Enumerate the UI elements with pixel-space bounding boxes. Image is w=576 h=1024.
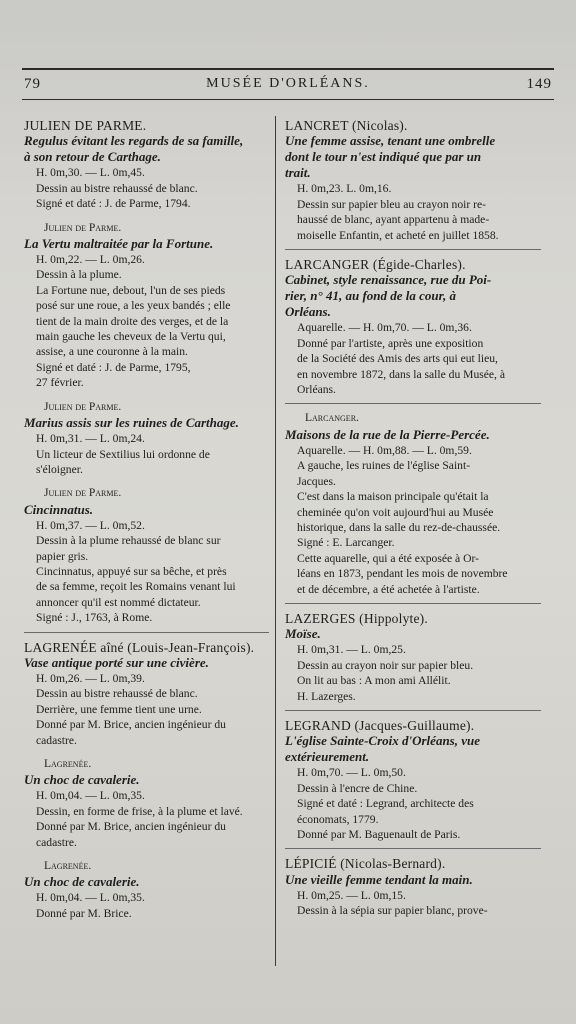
description-line: Jacques. (297, 474, 336, 488)
description-line: Cette aquarelle, qui a été exposée à Or- (297, 551, 479, 565)
description-line: H. Lazerges. (297, 689, 356, 703)
artist-heading: LAGRENÉE aîné (Louis-Jean-François). (24, 639, 255, 655)
signature-line: Signé et daté : J. de Parme, 1794. (36, 197, 191, 211)
description-line: Dessin au crayon noir sur papier bleu. (297, 658, 474, 672)
artwork-title: Cabinet, style renaissance, rue du Poi- (285, 272, 492, 288)
description-line: A gauche, les ruines de l'église Saint- (297, 459, 471, 473)
description-line: C'est dans la maison principale qu'était la (297, 490, 489, 504)
artwork-title: Un choc de cavalerie. (24, 874, 140, 890)
description-line: Donné par M. Brice, ancien ingénieur du (36, 820, 226, 834)
entry-separator (285, 603, 541, 604)
description-line: On lit au bas : A mon ami Allélit. (297, 674, 451, 688)
description-line: tient de la main droite des verges, et de la (36, 314, 229, 328)
description-line: Dessin au bistre rehaussé de blanc. (36, 687, 198, 701)
catalogue-entry (24, 486, 269, 625)
page-number-left: 79 (24, 76, 41, 92)
artwork-title: Vase antique porté sur une civière. (24, 654, 209, 670)
description-line: s'éloigner. (36, 462, 83, 476)
catalogue-entry (24, 400, 269, 478)
signature-line: Signé : J., 1763, à Rome. (36, 611, 153, 625)
dimensions: H. 0m,31. — L. 0m,24. (36, 432, 145, 446)
description-line: en novembre 1872, dans la salle du Musée, à (297, 367, 505, 381)
artwork-title: Une femme assise, tenant une ombrelle (285, 133, 496, 149)
header-rule-bottom (22, 99, 554, 100)
artwork-title: Une vieille femme tendant la main. (285, 871, 473, 887)
dimensions: H. 0m,23. L. 0m,16. (297, 182, 392, 196)
description-line: cheminée qu'on voit aujourd'hui au Musée (297, 505, 494, 519)
artwork-title: La Vertu maltraitée par la Fortune. (24, 236, 214, 252)
catalogue-entry (24, 118, 269, 212)
description-line: Cincinnatus, appuyé sur sa bêche, et près (36, 564, 227, 578)
description-line: cadastre. (36, 733, 77, 747)
artwork-title: trait. (285, 165, 311, 181)
description-line: de sa femme, reçoit les Romains venant lui (36, 580, 236, 594)
description-line: Un licteur de Sextilius lui ordonne de (36, 447, 210, 461)
description-line: de la Société des Amis des arts qui eut lieu, (297, 352, 498, 366)
description-line: Dessin au bistre rehaussé de blanc. (36, 181, 198, 195)
dimensions: Aquarelle. — H. 0m,88. — L. 0m,59. (297, 443, 472, 457)
artist-subheading: Larcanger. (305, 412, 359, 425)
entry-gap (24, 391, 269, 400)
artwork-title: rier, n° 41, au fond de la cour, à (285, 288, 456, 304)
description-line: assise, a une couronne à la main. (36, 345, 188, 359)
catalogue-entry (285, 118, 541, 243)
artist-subheading: Julien de Parme. (44, 400, 122, 413)
catalogue-entry (285, 257, 541, 397)
artist-subheading: Lagrenée. (44, 860, 92, 873)
dimensions: H. 0m,25. — L. 0m,15. (297, 888, 406, 902)
artist-heading: LARCANGER (Égide-Charles). (285, 257, 466, 273)
artwork-title: extérieurement. (285, 749, 370, 765)
description-line: Derrière, une femme tient une urne. (36, 702, 202, 716)
dimensions: H. 0m,37. — L. 0m,52. (36, 518, 145, 532)
entry-separator (285, 249, 541, 250)
dimensions: H. 0m,30. — L. 0m,45. (36, 166, 145, 180)
description-line: La Fortune nue, debout, l'un de ses pieds (36, 283, 226, 297)
dimensions: H. 0m,04. — L. 0m,35. (36, 789, 145, 803)
description-line: Orléans. (297, 383, 336, 397)
description-line: moiselle Enfantin, et acheté en juillet 1858. (297, 228, 499, 242)
dimensions: H. 0m,26. — L. 0m,39. (36, 671, 145, 685)
entry-gap (24, 850, 269, 859)
description-line: annoncer qu'il est nommé dictateur. (36, 595, 201, 609)
artist-heading: LÉPICIÉ (Nicolas-Bernard). (285, 856, 446, 872)
signature-line: Signé et daté : Legrand, architecte des (297, 797, 474, 811)
artist-heading: JULIEN DE PARME. (24, 118, 147, 133)
catalogue-entry (24, 757, 269, 850)
artist-heading: LEGRAND (Jacques-Guillaume). (285, 717, 475, 733)
right-column (285, 118, 541, 919)
description-line: haussé de blanc, ayant appartenu à made- (297, 213, 490, 227)
description-line: papier gris. (36, 549, 89, 563)
catalogue-entry (24, 640, 269, 748)
entry-separator (285, 710, 541, 711)
artwork-title: L'église Sainte-Croix d'Orléans, vue (285, 733, 480, 749)
entry-separator (285, 403, 541, 404)
entry-gap (24, 477, 269, 486)
description-line: Donné par M. Brice. (36, 906, 132, 920)
catalogue-entry (24, 221, 269, 391)
artwork-title: Maisons de la rue de la Pierre-Percée. (285, 426, 490, 442)
description-line: Donné par l'artiste, après une exposition (297, 336, 484, 350)
description-line: cadastre. (36, 835, 77, 849)
signature-line: Signé : E. Larcanger. (297, 536, 395, 550)
description-line: Dessin à la plume. (36, 268, 122, 282)
running-title: MUSÉE D'ORLÉANS. (206, 76, 370, 91)
artwork-title: Orléans. (285, 304, 331, 320)
dimensions: H. 0m,70. — L. 0m,50. (297, 766, 406, 780)
description-line: Donné par M. Brice, ancien ingénieur du (36, 718, 226, 732)
signature-line: 27 février. (36, 376, 84, 390)
signature-line: Signé et daté : J. de Parme, 1795, (36, 360, 191, 374)
artist-subheading: Lagrenée. (44, 758, 92, 770)
description-line: léans en 1873, pendant les mois de novembre (297, 567, 508, 581)
description-line: historique, dans la salle du rez-de-chaussée. (297, 520, 501, 534)
artist-subheading: Julien de Parme. (44, 221, 122, 234)
artwork-title: Moïse. (285, 626, 321, 642)
catalogue-entry (285, 611, 541, 704)
description-line: Dessin à la sépia sur papier blanc, prove- (297, 904, 488, 918)
entry-separator (285, 848, 541, 849)
description-line: Donné par M. Baguenault de Paris. (297, 828, 461, 841)
description-line: Dessin à l'encre de Chine. (297, 781, 418, 795)
description-line: Dessin, en forme de frise, à la plume et lavé. (36, 804, 243, 818)
dimensions: Aquarelle. — H. 0m,70. — L. 0m,36. (297, 321, 472, 335)
description-line: et de décembre, a été achetée à l'artiste. (297, 582, 480, 596)
catalogue-entry (285, 718, 541, 842)
description-line: posé sur une roue, a les yeux bandés ; elle (36, 299, 231, 313)
artwork-title: à son retour de Carthage. (24, 149, 161, 165)
catalogue-entry (285, 856, 541, 918)
artwork-title: dont le tour n'est indiqué que par un (285, 149, 482, 165)
artwork-title: Un choc de cavalerie. (24, 772, 140, 788)
artist-heading: LAZERGES (Hippolyte). (285, 610, 428, 626)
artwork-title: Cincinnatus. (24, 501, 94, 517)
left-column (24, 118, 269, 921)
artist-subheading: Julien de Parme. (44, 487, 122, 500)
entry-separator (24, 632, 269, 633)
column-divider (275, 116, 276, 966)
description-line: main gauche les cheveux de la Vertu qui, (36, 330, 226, 344)
artist-heading: LANCRET (Nicolas). (285, 118, 408, 133)
description-line: économats, 1779. (297, 812, 379, 826)
page-number-right: 149 (526, 76, 552, 92)
header-rule-top (22, 68, 554, 70)
entry-gap (24, 212, 269, 221)
entry-gap (24, 748, 269, 757)
description-line: Dessin sur papier bleu au crayon noir re- (297, 197, 486, 211)
dimensions: H. 0m,31. — L. 0m,25. (297, 643, 406, 657)
catalogue-entry (24, 859, 269, 921)
description-line: Dessin à la plume rehaussé de blanc sur (36, 534, 221, 548)
dimensions: H. 0m,04. — L. 0m,35. (36, 891, 145, 905)
dimensions: H. 0m,22. — L. 0m,26. (36, 253, 145, 267)
catalogue-entry (285, 411, 541, 596)
artwork-title: Regulus évitant les regards de sa famille, (24, 133, 244, 149)
artwork-title: Marius assis sur les ruines de Carthage. (24, 415, 239, 431)
